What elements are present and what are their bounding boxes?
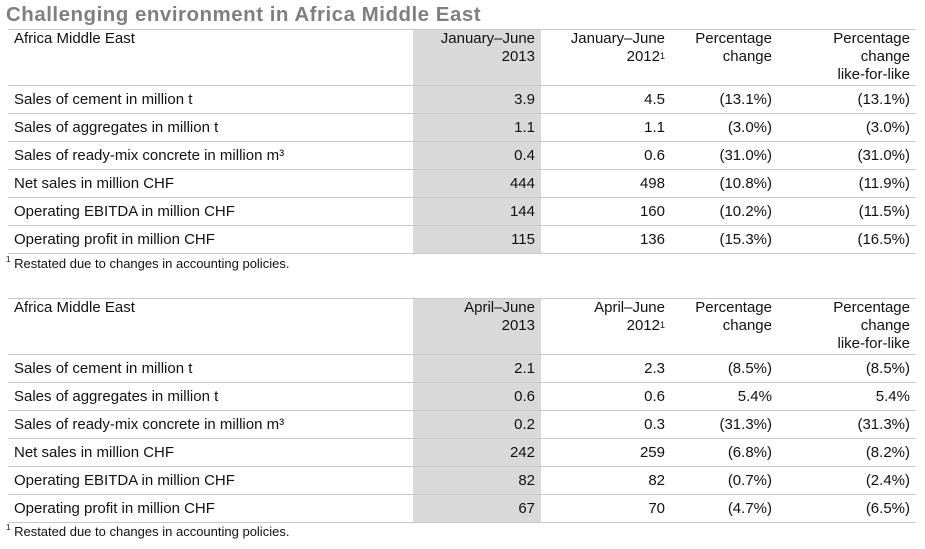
change-header: Percentage change: [671, 299, 778, 355]
table-row: [8, 114, 916, 142]
page-title: Challenging environment in Africa Middle East: [6, 3, 482, 26]
lfl-change-value: 5.4%: [778, 383, 916, 411]
previous-value: 0.6: [541, 383, 671, 411]
change-value: (6.8%): [671, 439, 778, 467]
lfl-change-header: Percentage change like-for-like: [778, 299, 916, 355]
previous-period-header: April–June 2012$^1$: [541, 299, 671, 355]
row-label: Sales of cement in million t: [8, 86, 413, 114]
table-row: [8, 198, 916, 226]
current-value: 242: [413, 439, 541, 467]
lfl-change-value: (6.5%): [778, 495, 916, 523]
current-value: 144: [413, 198, 541, 226]
row-label: Net sales in million CHF: [8, 170, 413, 198]
current-value: 115: [413, 226, 541, 254]
lfl-change-header: Percentage change like-for-like: [778, 30, 916, 86]
lfl-change-value: (16.5%): [778, 226, 916, 254]
change-value: (31.0%): [671, 142, 778, 170]
table-row: [8, 411, 916, 439]
footnote: $^1$ Restated due to changes in accounting policies.: [6, 255, 290, 271]
table-header-row: [8, 299, 916, 355]
change-value: (10.8%): [671, 170, 778, 198]
row-label: Operating profit in million CHF: [8, 495, 413, 523]
change-value: (10.2%): [671, 198, 778, 226]
current-value: 82: [413, 467, 541, 495]
change-value: (4.7%): [671, 495, 778, 523]
current-value: 67: [413, 495, 541, 523]
lfl-change-value: (11.9%): [778, 170, 916, 198]
lfl-change-value: (31.3%): [778, 411, 916, 439]
previous-value: 82: [541, 467, 671, 495]
row-label: Sales of aggregates in million t: [8, 383, 413, 411]
region-header: Africa Middle East: [8, 30, 413, 86]
lfl-change-value: (8.5%): [778, 355, 916, 383]
table-row: [8, 142, 916, 170]
quarter-table: [8, 298, 916, 523]
table-row: [8, 226, 916, 254]
lfl-change-value: (3.0%): [778, 114, 916, 142]
lfl-change-value: (11.5%): [778, 198, 916, 226]
current-value: 0.4: [413, 142, 541, 170]
lfl-change-value: (31.0%): [778, 142, 916, 170]
current-value: 2.1: [413, 355, 541, 383]
row-label: Operating profit in million CHF: [8, 226, 413, 254]
previous-value: 498: [541, 170, 671, 198]
current-period-header: January–June 2013: [413, 30, 541, 86]
row-label: Sales of ready-mix concrete in million m³: [8, 142, 413, 170]
table-row: [8, 495, 916, 523]
table-row: [8, 170, 916, 198]
change-header: Percentage change: [671, 30, 778, 86]
row-label: Sales of ready-mix concrete in million m³: [8, 411, 413, 439]
previous-value: 136: [541, 226, 671, 254]
table-row: [8, 86, 916, 114]
previous-value: 259: [541, 439, 671, 467]
table-row: [8, 383, 916, 411]
previous-value: 70: [541, 495, 671, 523]
change-value: (31.3%): [671, 411, 778, 439]
table-row: [8, 439, 916, 467]
change-value: (13.1%): [671, 86, 778, 114]
footnote: $^1$ Restated due to changes in accounting policies.: [6, 523, 290, 539]
row-label: Sales of aggregates in million t: [8, 114, 413, 142]
current-value: 1.1: [413, 114, 541, 142]
current-value: 3.9: [413, 86, 541, 114]
row-label: Net sales in million CHF: [8, 439, 413, 467]
current-period-header: April–June 2013: [413, 299, 541, 355]
previous-value: 4.5: [541, 86, 671, 114]
change-value: (15.3%): [671, 226, 778, 254]
change-value: (8.5%): [671, 355, 778, 383]
footnote-mark: 1: [659, 51, 665, 61]
lfl-change-value: (2.4%): [778, 467, 916, 495]
row-label: Sales of cement in million t: [8, 355, 413, 383]
lfl-change-value: (8.2%): [778, 439, 916, 467]
change-value: (3.0%): [671, 114, 778, 142]
previous-period-header: January–June 2012$^1$: [541, 30, 671, 86]
region-header: Africa Middle East: [8, 299, 413, 355]
half-year-table: [8, 29, 916, 254]
row-label: Operating EBITDA in million CHF: [8, 467, 413, 495]
footnote-mark: 1: [659, 320, 665, 330]
table-row: [8, 355, 916, 383]
previous-value: 1.1: [541, 114, 671, 142]
previous-value: 0.3: [541, 411, 671, 439]
lfl-change-value: (13.1%): [778, 86, 916, 114]
previous-value: 160: [541, 198, 671, 226]
current-value: 444: [413, 170, 541, 198]
current-value: 0.6: [413, 383, 541, 411]
change-value: 5.4%: [671, 383, 778, 411]
row-label: Operating EBITDA in million CHF: [8, 198, 413, 226]
previous-value: 0.6: [541, 142, 671, 170]
change-value: (0.7%): [671, 467, 778, 495]
current-value: 0.2: [413, 411, 541, 439]
previous-value: 2.3: [541, 355, 671, 383]
table-header-row: [8, 30, 916, 86]
table-row: [8, 467, 916, 495]
